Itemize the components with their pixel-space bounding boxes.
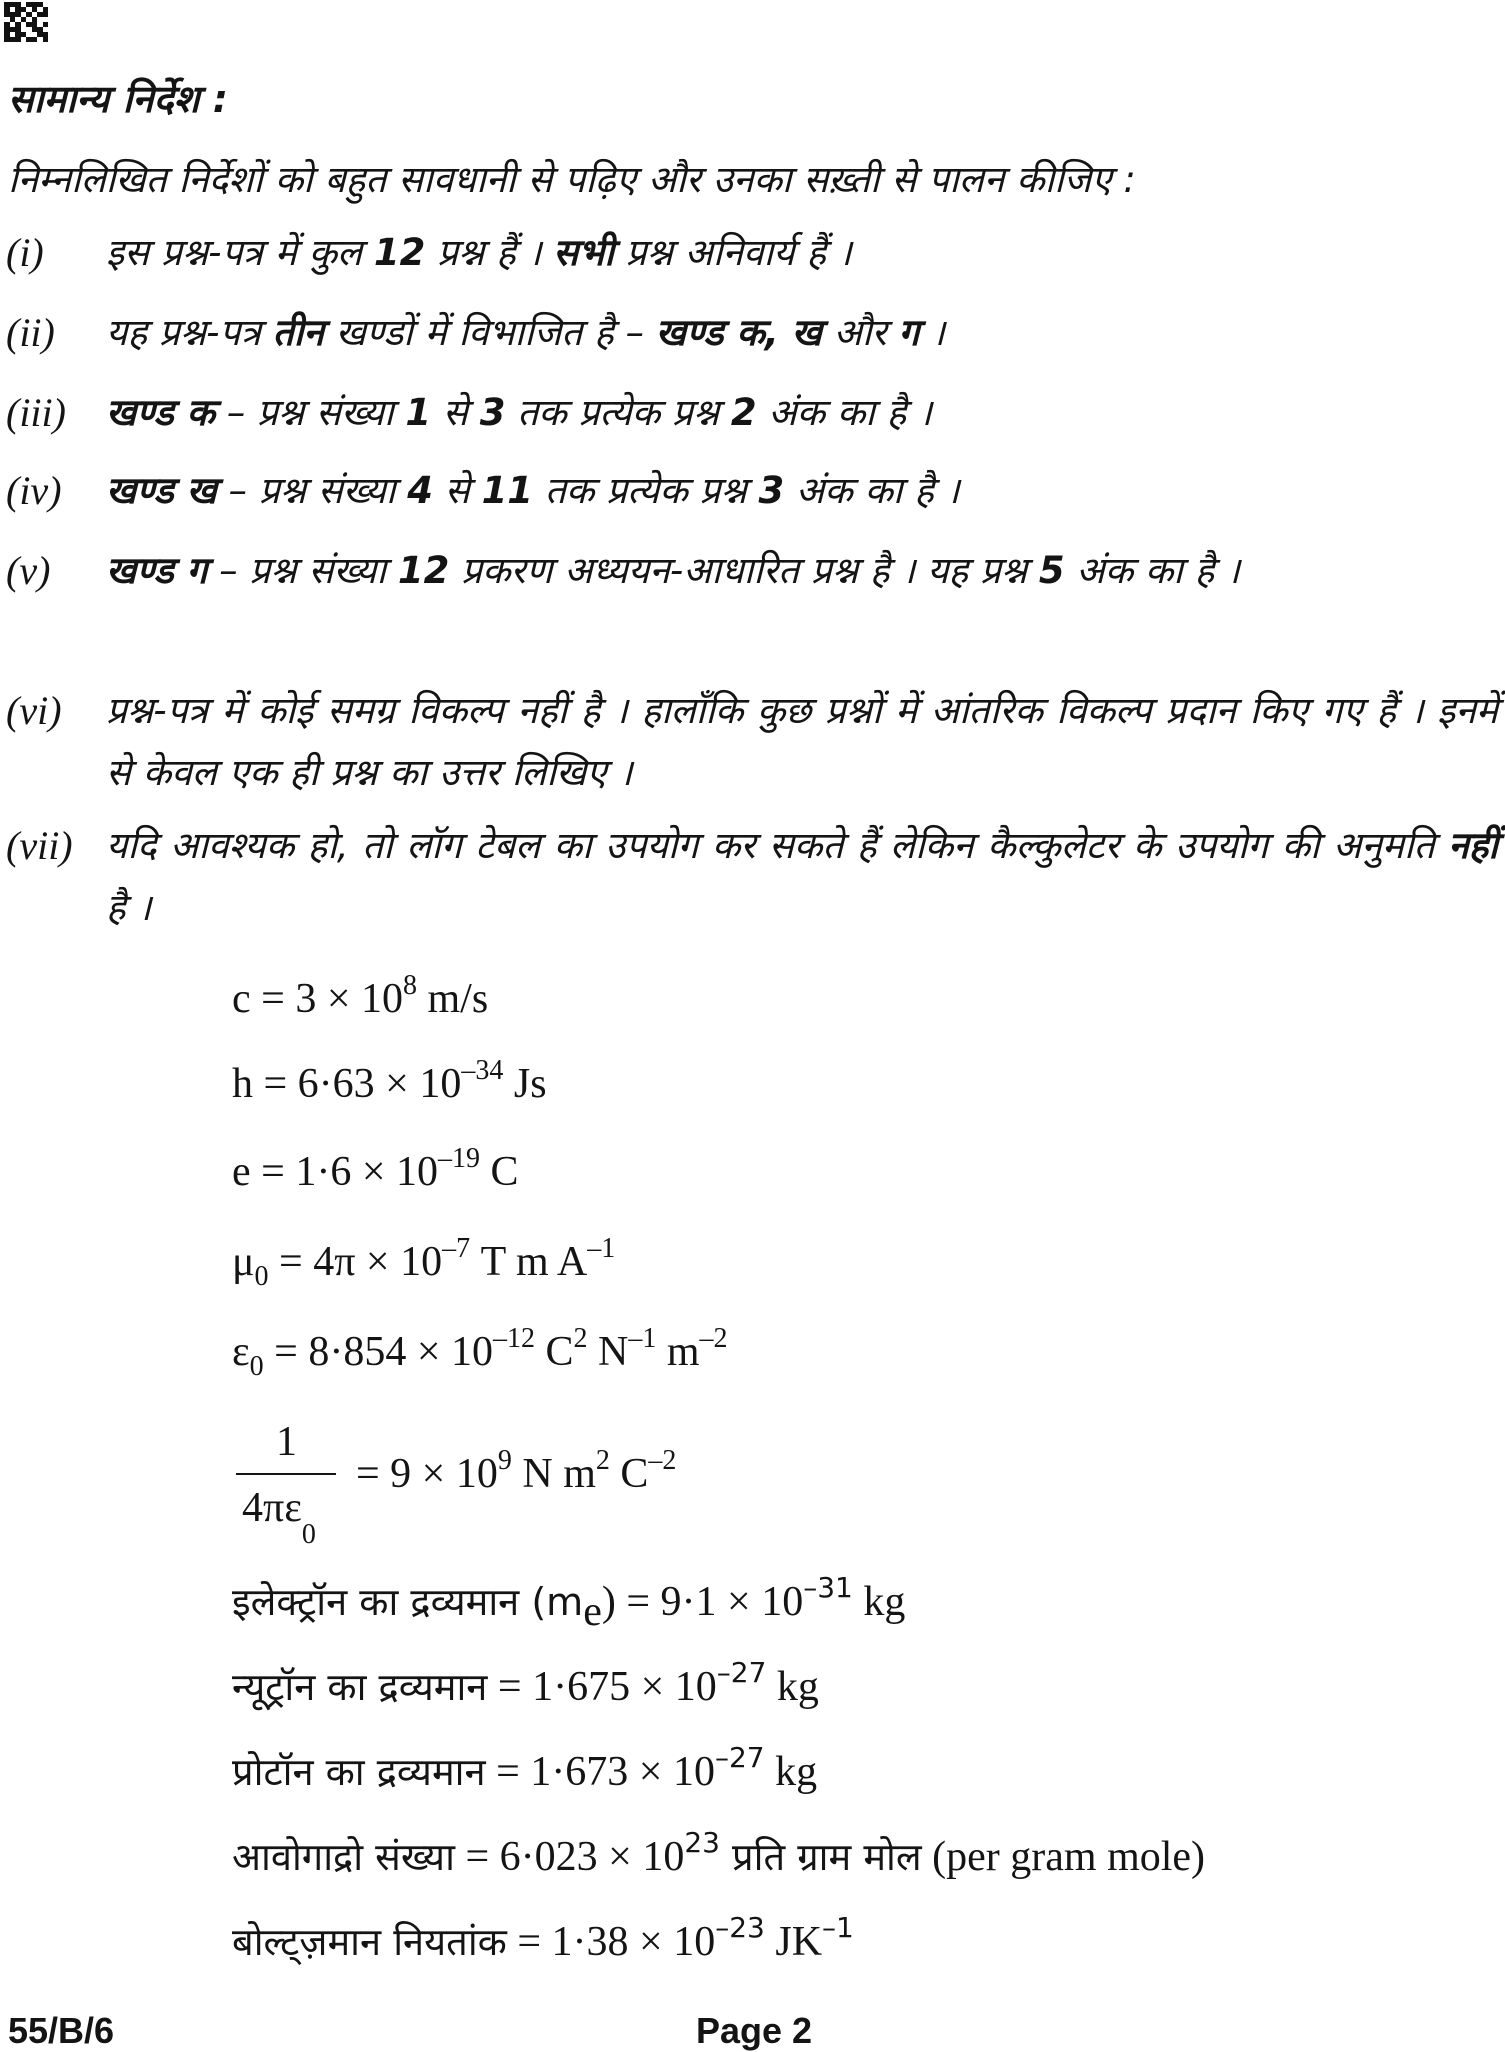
constant-planck: $h = 6\cdot 63 \times 10^{-34}$ Js	[232, 1055, 547, 1107]
item-number: (ii)	[6, 310, 55, 355]
item-text	[106, 815, 1498, 939]
instruction-text: प्रश्न अनिवार्य हैं ।	[613, 231, 852, 274]
instruction-text: प्रकरण अध्ययन-आधारित प्रश्न है । यह प्रश्न	[449, 549, 1039, 592]
item-text	[106, 460, 1498, 522]
instruction-text: अंक का है ।	[1064, 549, 1241, 592]
instruction-text: से	[431, 391, 480, 434]
emphasis-text: 2	[730, 391, 757, 434]
constant-epsilon0: $\varepsilon_0 = 8\cdot 854 \times 10^{-12}$ $C^2$ $N^{-1}$ $m^{-2}$	[232, 1323, 728, 1382]
item-number: (vi)	[6, 688, 62, 733]
emphasis-text: खण्ड क, ख	[655, 311, 822, 354]
constant-neutron-mass: न्यूट्रॉन का द्रव्यमान = $1\cdot 675 \times 10^{-27}$ kg	[232, 1656, 819, 1710]
emphasis-text: खण्ड ख	[106, 469, 217, 512]
constant-coulomb: = $9 \times 10^9$ N $m^2$ $C^{-2}$	[356, 1445, 677, 1497]
constant-electron-mass: इलेक्ट्रॉन का द्रव्यमान $(m_e) = 9\cdot 1 \times 10^{-31}$ kg	[232, 1571, 906, 1635]
instruction-text: तक प्रत्येक प्रश्न	[505, 391, 731, 434]
instruction-text: तक प्रत्येक प्रश्न	[533, 469, 759, 512]
instruction-text: ।	[919, 311, 946, 354]
emphasis-text: ग	[898, 311, 920, 354]
item-text	[106, 680, 1498, 804]
emphasis-text: 12	[397, 549, 450, 592]
instruction-text: यह प्रश्न-पत्र	[106, 311, 273, 354]
item-text	[106, 382, 1498, 444]
emphasis-text: 3	[758, 469, 785, 512]
item-number: (v)	[6, 548, 51, 593]
instruction-text: – प्रश्न संख्या	[207, 549, 398, 592]
constant-speed-of-light: $c = 3 \times 10^8$ m/s	[232, 970, 489, 1022]
instruction-text: – प्रश्न संख्या	[216, 469, 408, 512]
fraction-numerator: 1	[276, 1419, 297, 1465]
emphasis-text: खण्ड ग	[106, 549, 208, 592]
item-number: (iv)	[6, 468, 62, 513]
constant-electron-charge: $e = 1\cdot 6 \times 10^{-19}$ C	[232, 1143, 519, 1195]
instructions-heading: सामान्य निर्देश :	[8, 77, 228, 121]
instructions-intro: निम्नलिखित निर्देशों को बहुत सावधानी से पढ़िए और उनका सख़्ती से पालन कीजिए :	[8, 158, 1136, 201]
instruction-text: अंक का है ।	[756, 391, 933, 434]
constant-mu0: $\mu_0 = 4\pi \times 10^{-7}$ T m $A^{-1}$	[232, 1233, 616, 1292]
instruction-text: प्रश्न हैं ।	[425, 231, 554, 274]
instruction-text: अंक का है ।	[784, 469, 960, 512]
item-number: (vii)	[6, 823, 73, 868]
emphasis-text: नहीं	[1448, 824, 1498, 867]
emphasis-text: 5	[1038, 549, 1065, 592]
item-text	[106, 222, 1498, 284]
item-text	[106, 540, 1498, 602]
constant-boltzmann: बोल्ट्ज़मान नियतांक = $1\cdot 38 \times 10^{-23}$ $JK^{-1}$	[232, 1911, 854, 1965]
constant-proton-mass: प्रोटॉन का द्रव्यमान = $1\cdot 673 \times 10^{-27}$ kg	[232, 1741, 818, 1795]
instruction-text: – प्रश्न संख्या	[214, 391, 406, 434]
item-text	[106, 302, 1498, 364]
item-number: (iii)	[6, 390, 66, 435]
emphasis-text: सभी	[553, 231, 614, 274]
instruction-text: और	[821, 311, 899, 354]
fraction-denominator: $4\pi\varepsilon_0$	[242, 1485, 316, 1550]
instruction-text: से	[433, 469, 482, 512]
emphasis-text: तीन	[272, 311, 324, 354]
instruction-text: इस प्रश्न-पत्र में कुल	[106, 231, 374, 274]
instruction-text: है ।	[106, 886, 152, 929]
emphasis-text: 11	[481, 469, 534, 512]
item-number: (i)	[6, 230, 44, 275]
qr-code	[4, 2, 48, 42]
emphasis-text: 3	[479, 391, 506, 434]
constant-avogadro: आवोगाद्रो संख्या = $6\cdot 023 \times 10^{23}$ प्रति ग्राम मोल (per gram mole)	[232, 1826, 1206, 1880]
emphasis-text: खण्ड क	[106, 391, 215, 434]
emphasis-text: 4	[407, 469, 434, 512]
emphasis-text: 1	[405, 391, 432, 434]
instruction-text: खण्डों में विभाजित है –	[323, 311, 656, 354]
instruction-text: यदि आवश्यक हो, तो लॉग टेबल का उपयोग कर सकते हैं लेकिन कैल्कुलेटर के उपयोग की अनुमति	[106, 824, 1449, 867]
paper-code: 55/B/6	[8, 2010, 115, 2051]
fraction-bar	[236, 1473, 336, 1475]
emphasis-text: 12	[373, 231, 426, 274]
page-number: Page 2	[696, 2010, 813, 2051]
instruction-text: प्रश्न-पत्र में कोई समग्र विकल्प नहीं है । हालाँकि कुछ प्रश्नों में आंतरिक विकल्प प्रदान किए गए हैं । इनमें से केवल एक ही प्रश्न का उत्तर लिखिए ।	[106, 689, 1498, 794]
